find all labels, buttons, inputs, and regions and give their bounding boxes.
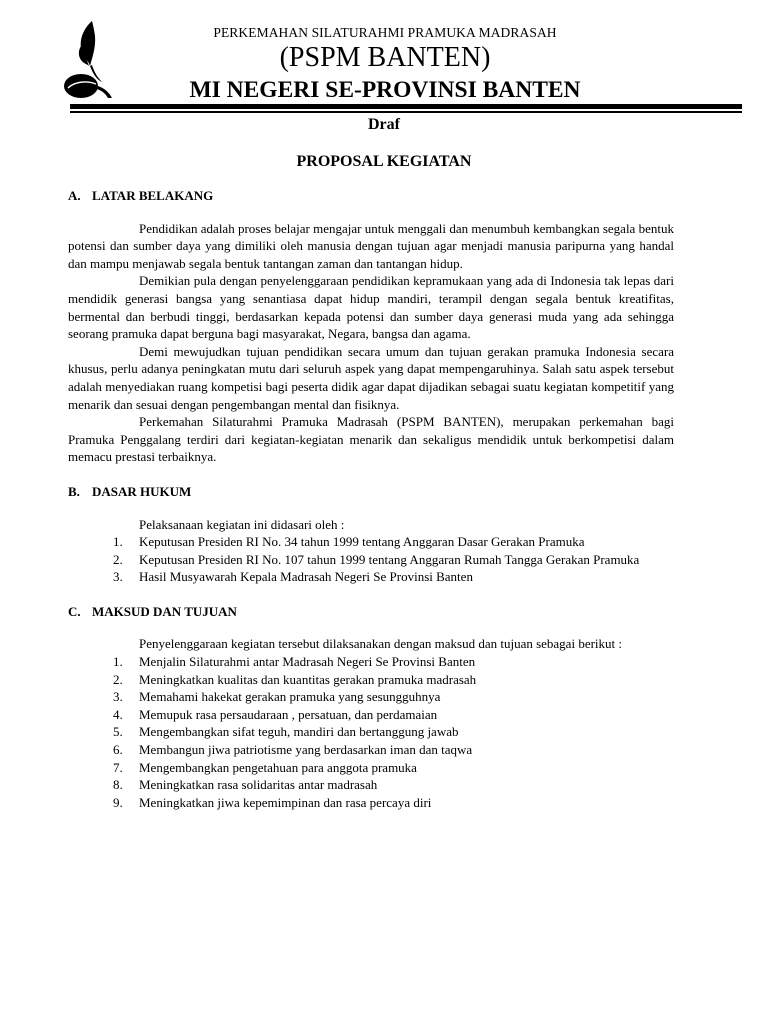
- list-number: 1.: [113, 654, 123, 670]
- list-text: Meningkatkan jiwa kepemimpinan dan rasa percaya diri: [139, 794, 432, 810]
- list-number: 3.: [113, 569, 123, 585]
- list-text: Memupuk rasa persaudaraan , persatuan, dan perdamaian: [139, 706, 438, 722]
- header-event-code: (PSPM BANTEN): [279, 42, 491, 73]
- paragraph: Demi mewujudkan tujuan pendidikan secara umum dan tujuan gerakan pramuka Indonesia secara khusus, perlu adanya peningkatan mutu dari seluruh aspek yang dapat mempengaruhinya. Salah satu aspek tersebut adalah menyediakan ruang kompetisi bagi peserta didik agar dapat dijadikan sebagai suatu kegiatan kompetitif yang menarik dan sesuai dengan pengembangan mental dan fisiknya.: [68, 343, 674, 412]
- list-item: [68, 706, 674, 724]
- header-divider-thick: [70, 104, 742, 109]
- list-number: 2.: [113, 551, 123, 567]
- header-organization-line: PERKEMAHAN SILATURAHMI PRAMUKA MADRASAH: [213, 25, 557, 40]
- list-item: [68, 653, 674, 671]
- list-number: 6.: [113, 742, 123, 758]
- document-body: [68, 187, 674, 811]
- list-item: [68, 688, 674, 706]
- objectives-list: [68, 653, 674, 811]
- section-dasar-hukum: [68, 483, 674, 586]
- list-item: [68, 741, 674, 759]
- section-title: LATAR BELAKANG: [92, 188, 214, 203]
- section-maksud-dan-tujuan: [68, 603, 674, 812]
- section-intro: Penyelenggaraan kegiatan tersebut dilaksanakan dengan maksud dan tujuan sebagai berikut :: [139, 636, 622, 652]
- list-number: 7.: [113, 759, 123, 775]
- section-latar-belakang: [68, 187, 674, 466]
- list-text: Keputusan Presiden RI No. 34 tahun 1999 tentang Anggaran Dasar Gerakan Pramuka: [139, 534, 585, 550]
- section-letter: A.: [68, 188, 81, 203]
- header-institution: MI NEGERI SE-PROVINSI BANTEN: [189, 77, 581, 103]
- list-number: 4.: [113, 706, 123, 722]
- list-item: [68, 671, 674, 689]
- list-number: 5.: [113, 724, 123, 740]
- section-heading: [68, 483, 674, 501]
- list-text: Meningkatkan kualitas dan kuantitas gerakan pramuka madrasah: [139, 671, 477, 687]
- list-text: Mengembangkan pengetahuan para anggota pramuka: [139, 759, 417, 775]
- section-heading: [68, 187, 674, 205]
- list-item: [68, 551, 674, 569]
- list-text: Hasil Musyawarah Kepala Madrasah Negeri Se Provinsi Banten: [139, 569, 473, 585]
- list-number: 1.: [113, 534, 123, 550]
- legal-basis-list: [68, 533, 674, 586]
- list-item: [68, 794, 674, 812]
- list-number: 8.: [113, 777, 123, 793]
- proposal-title: PROPOSAL KEGIATAN: [296, 153, 472, 170]
- list-text: Mengembangkan sifat teguh, mandiri dan bertanggung jawab: [139, 724, 459, 740]
- list-item: [68, 759, 674, 777]
- list-item: [68, 533, 674, 551]
- paragraph: Pendidikan adalah proses belajar mengajar untuk menggali dan menumbuh kembangkan segala bentuk potensi dan sumber daya yang dimiliki oleh manusia dengan tujuan agar menjadi manusia paripurna yang handal dan mampu menjawab segala bentuk tantangan zaman dan tantangan hidup.: [68, 220, 674, 271]
- list-item: [68, 723, 674, 741]
- paragraph: Demikian pula dengan penyelenggaraan pendidikan kepramukaan yang ada di Indonesia tak lepas dari mendidik generasi bangsa yang senantiasa dapat hidup mandiri, terampil dengan segala bentuk kreatifitas, bermental dan berbudi tinggi, berdasarkan kepada potensi dan sumber daya generasi muda yang ada sehingga seorang pramuka dapat berguna bagi masyarakat, Negara, bangsa dan agama.: [68, 273, 674, 342]
- header-divider-thin: [70, 111, 742, 113]
- section-title: DASAR HUKUM: [92, 483, 192, 499]
- list-item: [68, 568, 674, 586]
- draft-label: Draf: [368, 116, 400, 133]
- section-heading: [68, 603, 674, 621]
- list-item: [68, 776, 674, 794]
- paragraph: Perkemahan Silaturahmi Pramuka Madrasah (PSPM BANTEN), merupakan perkemahan bagi Pramuka Penggalang terdiri dari kegiatan-kegiatan menarik dan sekaligus mendidik untuk berkompetisi dalam memacu prestasi terbaiknya.: [68, 414, 674, 465]
- section-letter: C.: [68, 603, 81, 619]
- section-letter: B.: [68, 483, 80, 499]
- list-number: 3.: [113, 689, 123, 705]
- section-title: MAKSUD DAN TUJUAN: [92, 603, 237, 619]
- list-number: 9.: [113, 794, 123, 810]
- list-number: 2.: [113, 671, 123, 687]
- list-text: Membangun jiwa patriotisme yang berdasarkan iman dan taqwa: [139, 742, 473, 758]
- list-text: Meningkatkan rasa solidaritas antar madrasah: [139, 777, 378, 793]
- pramuka-tunas-kelapa-logo: [62, 18, 118, 102]
- list-text: Keputusan Presiden RI No. 107 tahun 1999 tentang Anggaran Rumah Tangga Gerakan Pramuka: [139, 551, 640, 567]
- list-text: Memahami hakekat gerakan pramuka yang sesungguhnya: [139, 689, 441, 705]
- list-text: Menjalin Silaturahmi antar Madrasah Negeri Se Provinsi Banten: [139, 654, 476, 670]
- section-intro: Pelaksanaan kegiatan ini didasari oleh :: [139, 516, 345, 532]
